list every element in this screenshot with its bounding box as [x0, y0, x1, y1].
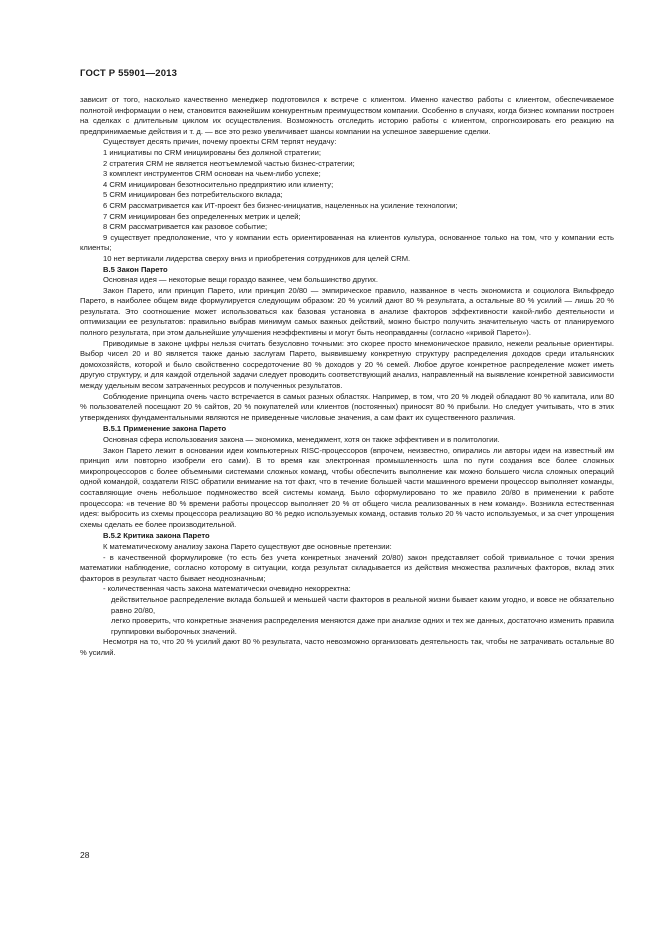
paragraph: Приводимые в законе цифры нельзя считать безусловно точными: это скорее просто мнемоническое правило, нежели реальные ориентиры. Выбор чисел 20 и 80 является также данью заслугам Парето, выявившему конкретную структуру распределения доходов среди итальянских домохозяйств, которой и было свойственно сосредоточение 80 % доходов у 20 % семей. Любое другое конкретное распределение может иметь другую структуру, и для каждой отдельной задачи следует проводить соответствующий анализ, направленный на выявление конкретной зависимости между удельным весом затраченных ресурсов и полученных результатов. — [80, 338, 614, 391]
reason-item: 6 CRM рассматривается как ИТ-проект без бизнес-инициатив, нацеленных на усиление технологии; — [103, 200, 458, 210]
section-heading-b52: В.5.2 Критика закона Парето — [103, 531, 210, 541]
reason-item: 7 CRM инициирован без определенных метрик и целей; — [103, 211, 301, 221]
paragraph: Соблюдение принципа очень часто встречается в самых разных областях. Например, в том, что 20 % людей обладают 80 % капитала, или 80 % пользователей посещают 20 % сайтов, 20 % покупателей или клиентов (постоянных) приносят 80 % прибыли. Но следует учитывать, что в этих утверждениях фундаментальными являются не приведенные числовые значения, а сам факт их существенного различия. — [80, 391, 614, 422]
paragraph: К математическому анализу закона Парето существуют две основные претензии: — [103, 541, 392, 551]
reason-item: 2 стратегия CRM не является неотъемлемой частью бизнес-стратегии; — [103, 158, 355, 168]
paragraph: Основная сфера использования закона — экономика, менеджмент, хотя он также эффективен и в политологии. — [103, 435, 500, 444]
paragraph: Закон Парето лежит в основании идеи компьютерных RISC-процессоров (впрочем, неизвестно, опирались ли авторы идеи на известный им принцип или повторно изобрели его сами). В то время как электронная промышленность шла по пути создания все более сложных микропроцессоров с более объемными системами сложных команд, чтобы обеспечить выполнение как можно большего числа сложных операций одной командой, создатели RISC обратили внимание на тот факт, что в течение большей части машинного времени процессор выполняет команды, составляющие очень небольшое подмножество всей системы команд. Было сформулировано то же правило 20/80 в применении к работе процессора: «в течение 80 % времени работы процессор выполняет 20 % от общего числа реализованных в нем команд». Возникла естественная идея: выбросить из схемы процессора реализацию 80 % редко используемых команд, оставив только 20 % часто используемых, и за счет упрощения схемы сделать ее более производительной. — [80, 445, 614, 529]
dash-item: - количественная часть закона математически очевидно некорректна: — [103, 584, 351, 594]
page-number: 28 — [80, 850, 90, 860]
reason-item: 10 нет вертикали лидерства сверху вниз и приобретения сотрудников для целей CRM. — [103, 253, 411, 263]
sub-item: действительное распределение вклада большей и меньшей части факторов в реальной жизни бывает каким угодно, и вовсе не обязательно равно 20/80, — [111, 594, 614, 615]
dash-item: - в качественной формулировке (то есть без учета конкретных значений 20/80) закон представляет собой тривиальное с точки зрения математики наблюдение, согласно которому в ситуации, когда результат складывается из действия множества различных факторов, вклад этих факторов в результат часто бывает неоднозначным; — [80, 552, 614, 583]
page-body — [80, 95, 614, 658]
reason-item: 1 инициативы по CRM инициированы без должной стратегии; — [103, 147, 321, 157]
reason-item: 3 комплект инструментов CRM основан на чьем-либо успехе; — [103, 169, 321, 179]
paragraph: Основная идея — некоторые вещи гораздо важнее, чем большинство других. — [103, 275, 378, 285]
section-heading-b5: В.5 Закон Парето — [103, 264, 168, 274]
paragraph: Закон Парето, или принцип Парето, или принцип 20/80 — эмпирическое правило, названное в честь экономиста и социолога Вильфредо Парето, в наиболее общем виде формулируется следующим образом: 20 % усилий дают 80 % результата, а остальные 80 % усилий — лишь 20 % результата. Это соотношение может использоваться как базовая установка в анализе факторов эффективности какой-либо деятельности и оптимизации ее результатов: правильно выбрав минимум самых важных действий, можно быстро получить значительную часть от планируемого полного результата, при этом дальнейшие улучшения неэффективны и могут быть неоправданны (согласно «кривой Парето»). — [80, 285, 614, 338]
standard-title: ГОСТ Р 55901—2013 — [80, 68, 178, 79]
reason-item: 8 CRM рассматривается как разовое событие; — [103, 222, 268, 232]
reason-item: 5 CRM инициирован без потребительского вклада; — [103, 190, 283, 200]
reason-item: 9 существует предположение, что у компании есть ориентированная на клиентов культура, основанное только на том, что у компании есть клиенты; — [80, 232, 614, 253]
reason-item: 4 CRM инициирован безотносительно предприятию или клиенту; — [103, 179, 334, 189]
sub-item: легко проверить, что конкретные значения распределения меняются даже при анализе одних и тех же данных, достаточно изменить правила группировки выборочных значений. — [111, 616, 614, 636]
section-heading-b51: В.5.1 Применение закона Парето — [103, 424, 227, 434]
paragraph-intro: зависит от того, насколько качественно менеджер подготовился к встрече с клиентом. Именно качество работы с клиентом, обеспечиваемое полнотой информации о нем, становится важнейшим конкурентным преимуществом компании. Особенно в случаях, когда бизнес компании построен на сделках с длительным циклом их осуществления. Возможность отследить историю работы с клиентом, спрогнозировать его реакцию на предпринимаемые действия и т. д. — все это резко увеличивает шансы компании на успешное завершение сделки. — [80, 95, 614, 136]
reasons-intro: Существует десять причин, почему проекты CRM терпят неудачу: — [103, 137, 337, 147]
paragraph: Несмотря на то, что 20 % усилий дают 80 % результата, часто невозможно организовать деятельность так, чтобы не затрачивать остальные 80 % усилий. — [80, 637, 614, 657]
